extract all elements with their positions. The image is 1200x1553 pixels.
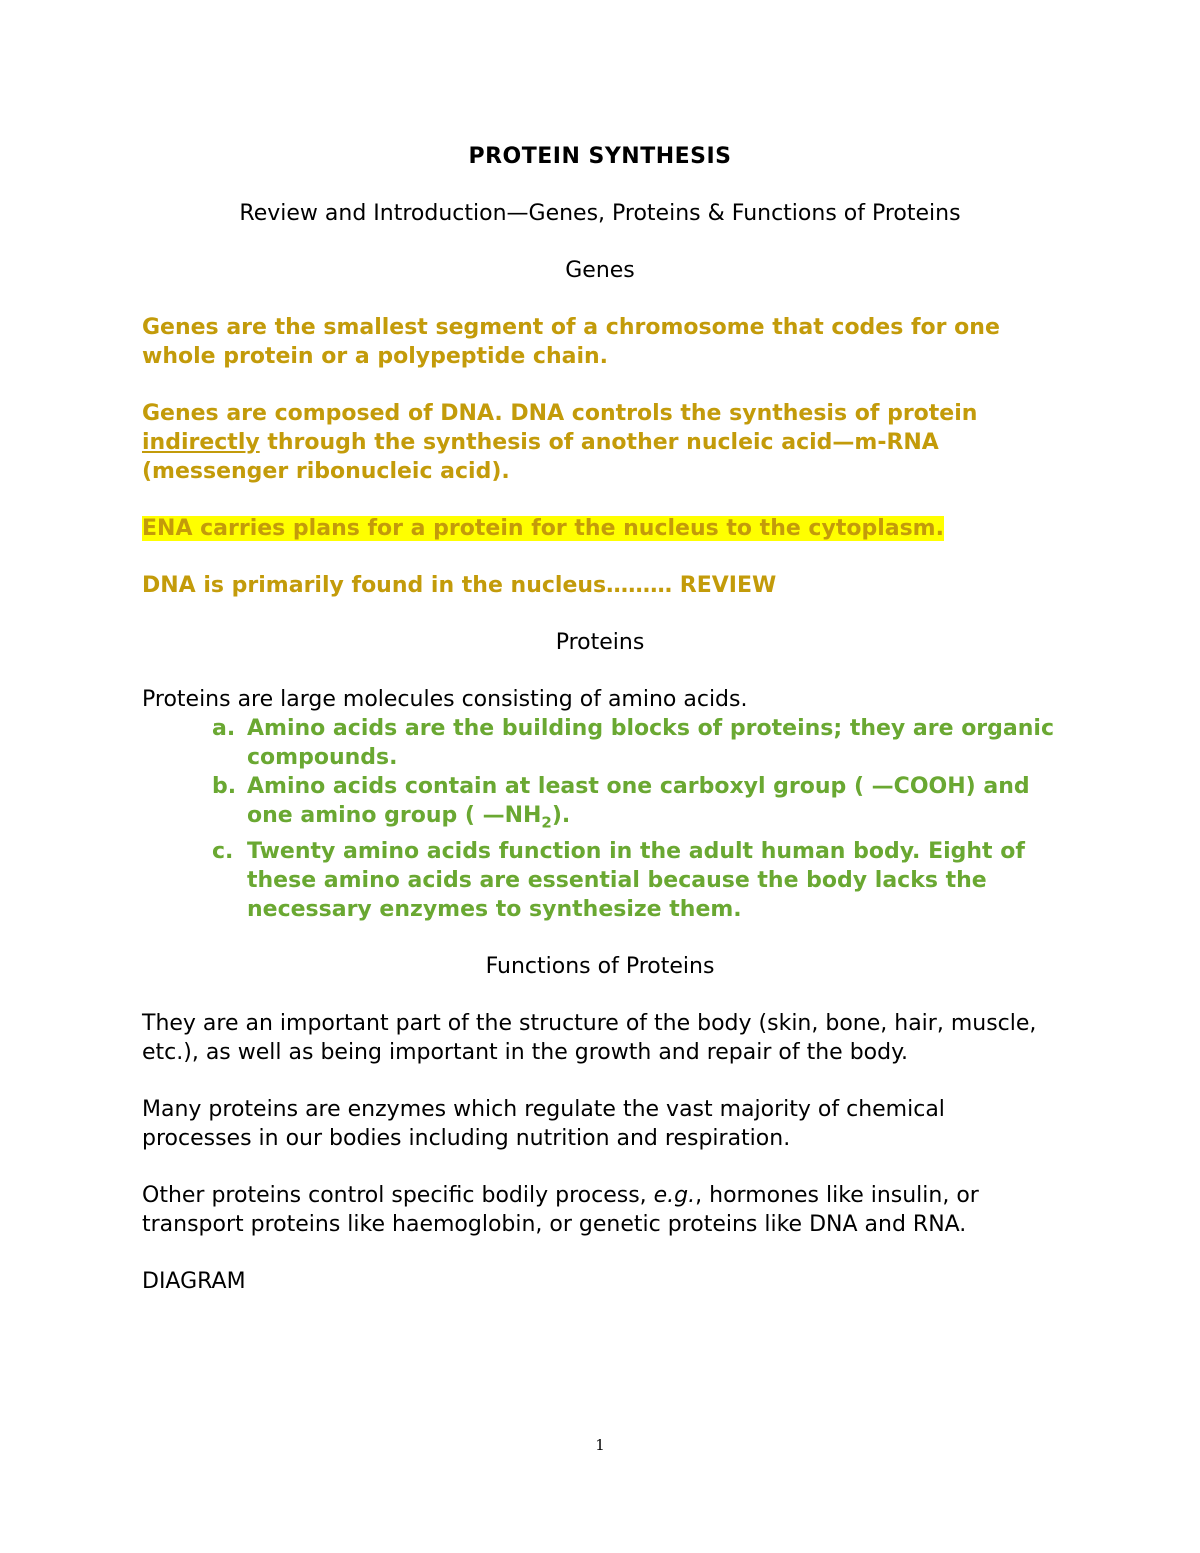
functions-paragraph-2: Many proteins are enzymes which regulate the vast majority of chemical processes in our bodies including nutrition and respiration.: [142, 1097, 945, 1152]
list-item-text: Amino acids contain at least one carboxyl group ( —COOH) and one amino group ( —NH: [247, 774, 1030, 828]
functions-paragraph-3-start: Other proteins control specific bodily process,: [142, 1183, 654, 1209]
genes-paragraph-2: [142, 399, 1058, 486]
genes-paragraph-4: DNA is primarily found in the nucleus……… REVIEW: [142, 573, 777, 598]
page-number: 1: [595, 1436, 605, 1454]
document-subtitle: Review and Introduction—Genes, Proteins & Functions of Proteins: [239, 201, 961, 226]
list-item-text: Amino acids are the building blocks of proteins; they are organic compounds.: [247, 716, 1054, 770]
subscript: 2: [541, 813, 552, 832]
list-item: [142, 837, 1058, 924]
list-item: [142, 714, 1058, 772]
list-marker: a.: [212, 716, 236, 741]
functions-heading: Functions of Proteins: [485, 954, 715, 980]
list-item: [142, 772, 1058, 837]
genes-paragraph-3: [142, 514, 1058, 543]
list-marker: c.: [212, 839, 234, 865]
functions-paragraph-1: They are an important part of the structure of the body (skin, bone, hair, muscle, etc.), as well as being important in the growth and repair of the body.: [142, 1011, 1037, 1066]
proteins-heading: Proteins: [555, 630, 645, 655]
highlighted-text: ENA carries plans for a protein for the nucleus to the cytoplasm.: [142, 516, 944, 541]
document-title: PROTEIN SYNTHESIS: [468, 144, 732, 169]
list-item-text: Twenty amino acids function in the adult human body. Eight of these amino acids are essential because the body lacks the necessary enzymes to synthesize them.: [247, 839, 1025, 923]
proteins-intro: Proteins are large molecules consisting of amino acids.: [142, 687, 748, 712]
list-item-text-end: ).: [551, 803, 571, 828]
italic-abbreviation: e.g.: [653, 1183, 696, 1209]
list-marker: b.: [212, 774, 237, 799]
genes-heading: Genes: [565, 258, 635, 283]
underlined-word: indirectly: [142, 430, 260, 455]
genes-paragraph-1: Genes are the smallest segment of a chromosome that codes for one whole protein or a polypeptide chain.: [142, 315, 1000, 369]
genes-paragraph-2-end: through the synthesis of another nucleic acid—m-RNA (messenger ribonucleic acid).: [142, 430, 939, 484]
amino-acid-list: [142, 714, 1058, 924]
diagram-label: DIAGRAM: [142, 1269, 246, 1295]
document-body: [142, 142, 1058, 1296]
functions-paragraph-3: [142, 1181, 1058, 1239]
functions-paragraph-3-end: , hormones like insulin, or transport proteins like haemoglobin, or genetic proteins like DNA and RNA.: [142, 1183, 979, 1238]
genes-paragraph-2-start: Genes are composed of DNA. DNA controls the synthesis of protein: [142, 401, 978, 426]
